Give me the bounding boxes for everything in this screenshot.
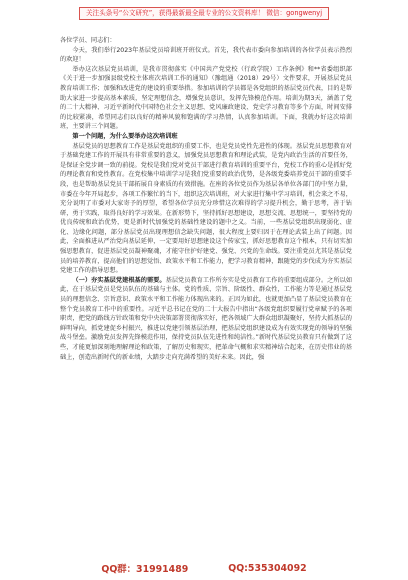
document-body <box>60 36 352 362</box>
footer <box>0 556 408 580</box>
paragraph-1: 今天，我们举行2023年基层党员培训班开班仪式。首先，我代表市委向参加培训的各位学员表示热烈的欢迎！ <box>60 46 352 64</box>
subsection-heading: （一）夯实基层党建根基的需要。 <box>72 276 166 284</box>
paragraph-3: 基层党员的思想教育工作是基层党组织的重要工作，也是党员党性先进性的体现。基层党员思想教育对于基础党建工作的开展具有非常重要的意义，加强党员思想教育和理论武装，是党内政治生活的首要任务，是保证全党步调一致的前提。党校是我们党对党员干部进行教育培训的重要平台，党校工作的重心是抓好党的理论教育和党性教育。在党校集中培训学习是我们党重要的政治优势，是各级党委培养党员干部的重要手段，也是帮助基层党员干部拓展自身素质的有效措施。在座的各位党员作为基层各单位各部门的中坚力量，市委在今年开局起步，各项工作繁忙的当下，组织这次培训班，对大家进行集中学习培训，机会来之不易，充分说明了市委对大家寄予的厚望，希望各位学员充分珍惜这次难得的学习提升机会，勤于思考，善于钻研，勇于实践，取得良好的学习效果。在新形势下，坚持抓好思想建设，思想交流、思想统一，要坚持党的优良传统和政治优势，更是新时代加强党的基础性建设的题中之义。当前，一些基层党组织出现弱化、虚化、边缘化问题，部分基层党员出现理想信念缺失问题，很大程度上要归因于在理论武装上出了问题。因此，全面推进从严治党向基层延伸，一定要用好思想建设这个传家宝，抓好思想教育这个根本，只有切实加强思想教育，促进基层党员凝神聚魂，才能守住护好建党、强党、兴党的生命线。要注重党员尤其是基层党员的培养教育，提高他们的思想觉悟、政策水平和工作能力，把学习教育精神，跟随党的步伐成为夯实基层党建工作的指导思想。 <box>60 142 352 275</box>
paragraph-2: 举办这次基层党员培训，是我市贯彻落实《中国共产党党校（行政学院）工作条例》和**省委组织部《关于进一步加强县级党校主体班次培训工作的通知》（豫组通（2018）29号）文件要求，开展基层党员教育培训工作；加强和改进党的建设的重要举措。参加培训的学员都是各党组织的基层党员代表，目的是帮助大家进一步提高基本素质，坚定理想信念，增强党员意识，发挥先锋模范作用。培训为期3天，涵盖了党的二十大精神、习近平新时代中国特色社会主义思想、党风廉政建设、党史学习教育等多个方面，时间安排的比较紧凑，希望同志们以良好的精神风貌和饱满的学习热情，认真参加培训。下面，我就办好这次培训班，主要讲三个问题。 <box>60 65 352 131</box>
section-heading-1: 第一个问题，为什么要举办这次培训班 <box>72 132 178 140</box>
footer-qq: QQ:535304092 <box>228 562 307 574</box>
footer-qq-group: QQ群：31991489 <box>101 564 189 575</box>
greeting: 各位学员、同志们： <box>60 37 116 44</box>
banner-text: 关注头条号“公文研究”，获得最新最全最专业的公文资料库！ 微信：gongwenyj <box>79 7 329 20</box>
top-banner <box>0 0 408 26</box>
paragraph-4-text: 基层党员教育工作所夯实是党员教育工作的重要组成部分。之所以如此，在于基层党员是党员队伍的基础与主体。党的性质、宗旨、阶级性、群众性，工作能力等是通过基层党员的理想信念、宗旨意识、政策水平和工作能力体现出来的。正因为如此，也就更加凸显了基层党员教育在整个党员教育工作中的重要性。习近平总书记在党的二十大报告中指出“各级党组织要履行党章赋予的各项职责，把党的路线方针政策和党中央决策部署贯彻落实好，把各领域广大群众组织凝聚好，坚持大抓基层的鲜明导向，抓党建促乡村振兴，推进以党建引领基层治理，把基层党组织建设成为有效实现党的领导的坚强战斗堡垒。激励党员发挥先锋模范作用，保持党员队伍先进性和纯洁性。”新时代基层党员教育只有做到了这些，才能更加深刻地理解理论和政策，了解历史和现实，把革命气概和求实精神结合起来，在历史伟业的基础上，创造出新时代的新业绩，大踏步走向充满希望的美好未来。因此，强 <box>60 276 353 361</box>
paragraph-4 <box>60 276 352 362</box>
